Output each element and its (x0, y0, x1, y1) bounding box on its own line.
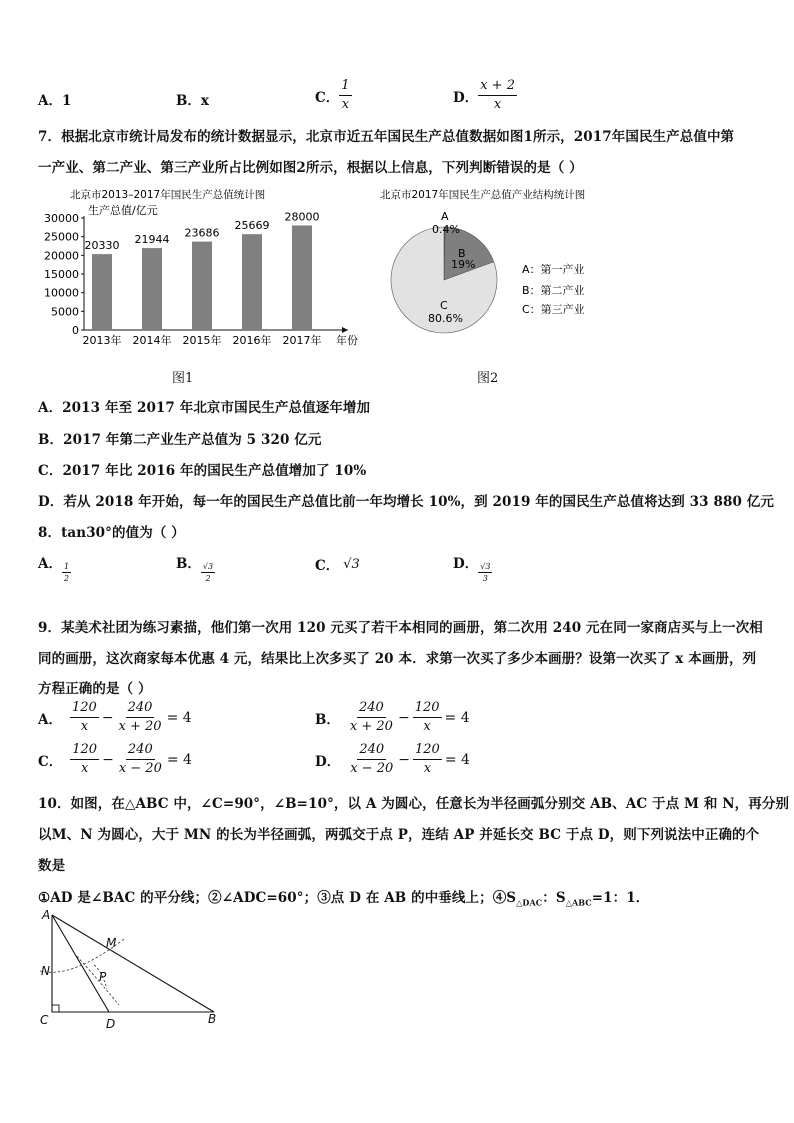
bar-chart-ytick-label: 10000 (44, 286, 79, 300)
q10-statements-part3: =1：1． (591, 890, 650, 906)
q9-c-d2: x − 20 (118, 761, 162, 776)
q9-d-d2: x (423, 761, 432, 776)
q10-stem-line3: 数是 (38, 858, 66, 874)
q8-a-denominator: 2 (63, 574, 70, 583)
bar-chart-value-label: 21944 (134, 233, 170, 247)
bar-chart-xtick-label: 2013年 (82, 334, 122, 347)
label-m: M (106, 936, 117, 950)
q9-d-d1: x − 20 (350, 761, 394, 776)
bar-chart-ytick-label: 15000 (44, 268, 79, 281)
q6-option-c (315, 78, 352, 113)
q8-d-denominator: 3 (482, 574, 488, 583)
q8-option-b (176, 552, 215, 583)
q9-option-c (38, 742, 192, 777)
q10-statements-part2: ：S (542, 890, 566, 906)
q8-option-c-label: C． (315, 558, 340, 574)
bar-chart-xlabel: 年份 (336, 334, 358, 347)
pie-legend-b: B：第二产业 (522, 284, 585, 297)
q9-d-n1: 240 (357, 742, 386, 760)
q8-option-a (38, 552, 71, 583)
q6-option-b: B．x (176, 93, 209, 109)
q8-option-d-label: D． (453, 556, 479, 572)
q9-a-frac1 (70, 700, 99, 735)
q9-stem-line3: 方程正确的是（ ） (38, 681, 152, 697)
label-d: D (106, 1017, 116, 1031)
q8-option-b-label: B． (176, 556, 201, 572)
q9-stem-line2: 同的画册，这次商家每本优惠 4 元，结果比上次多买了 20 本．求第一次买了多少本画册？设第一次买了 x 本画册，列 (38, 651, 757, 667)
pie-label-b-value: 19% (451, 258, 476, 271)
q9-a-n1: 120 (70, 700, 99, 718)
q9-c-n1: 120 (70, 742, 99, 760)
q9-b-n1: 240 (357, 700, 386, 718)
q9-option-a-label: A． (38, 711, 62, 728)
q9-d-frac1 (348, 742, 395, 777)
label-p: P (99, 970, 107, 984)
arc-center-m (74, 953, 119, 1005)
q9-b-frac1 (348, 700, 395, 735)
q9-b-equation (348, 700, 470, 735)
figure-2-caption: 图2 (477, 371, 499, 386)
pie-label-a-value: 0.4% (432, 223, 460, 236)
q8-d-numerator: √3 (480, 562, 491, 571)
bar-chart-value-label: 20330 (84, 239, 120, 253)
q9-a-equation (70, 700, 192, 735)
segment-ab (52, 915, 214, 1012)
q8-a-numerator: 1 (63, 562, 70, 571)
q7-option-d: D．若从 2018 年开始，每一年的国民生产总值比前一年均增长 10%，到 2019 年的国民生产总值将达到 33 880 亿元 (38, 494, 774, 510)
pie-chart-title: 北京市2017年国民生产总值产业结构统计图 (380, 189, 586, 201)
right-angle-mark (52, 1005, 59, 1012)
q9-b-minus: − (397, 709, 410, 726)
bar-chart-xtick-label: 2015年 (182, 334, 222, 347)
triangle-figure (34, 905, 234, 1035)
q6-option-d (453, 78, 517, 113)
q6-option-a: A．1 (38, 93, 72, 109)
bar-chart-value-label: 23686 (184, 226, 220, 240)
q9-a-minus: − (101, 709, 114, 726)
bar-chart-bar (242, 234, 262, 330)
pie-label-b-key: B (458, 247, 466, 260)
q9-c-frac1 (70, 742, 99, 777)
q6-option-d-fraction (478, 78, 517, 113)
q6-d-denominator: x (493, 97, 502, 112)
q6-option-c-label: C． (315, 89, 340, 106)
bar-chart-ytick-label: 30000 (44, 212, 79, 225)
q10-sub-abc: △ABC (565, 897, 592, 908)
q9-a-d2: x + 20 (118, 719, 162, 734)
bar-chart-ytick-label: 0 (72, 324, 79, 337)
segment-ad (52, 915, 109, 1012)
pie-label-c-key: C (440, 299, 448, 312)
q8-option-d-fraction (478, 562, 492, 583)
q9-b-frac2 (413, 700, 442, 735)
bar-chart-xticks (83, 333, 322, 347)
q9-d-equation (348, 742, 470, 777)
q7-stem-line2: 一产业、第二产业、第三产业所占比例如图2所示，根据以上信息，下列判断错误的是（ ） (38, 160, 583, 176)
q8-option-d (453, 552, 492, 583)
q6-d-numerator: x + 2 (478, 78, 517, 96)
q8-b-denominator: 2 (205, 574, 211, 583)
q9-b-n2: 120 (413, 700, 442, 718)
bar-chart-ylabel: 生产总值/亿元 (88, 204, 158, 217)
q9-stem-line1: 9．某美术社团为练习素描，他们第一次用 120 元买了若干本相同的画册，第二次用 240 元在同一家商店买与上一次相 (38, 620, 763, 636)
q7-option-a: A．2013 年至 2017 年北京市国民生产总值逐年增加 (38, 400, 371, 416)
q10-statements-part1: ①AD 是∠BAC 的平分线；②∠ADC=60°；③点 D 在 AB 的中垂线上；④S (38, 890, 517, 906)
pie-chart (372, 184, 632, 354)
pie-legend-c: C：第三产业 (522, 303, 585, 316)
bar-chart-x-arrow (342, 327, 348, 333)
pie-label-a-key: A (441, 210, 449, 223)
pie-legend-a: A：第一产业 (522, 263, 585, 276)
q10-sub-dac: △DAC (516, 897, 543, 908)
q10-stem-line1: 10．如图，在△ABC 中，∠C=90°，∠B=10°，以 A 为圆心，任意长为半径画弧分别交 AB、AC 于点 M 和 N，再分别 (38, 796, 790, 812)
bar-chart-value-label: 28000 (284, 210, 320, 224)
q9-b-rhs: = 4 (444, 709, 470, 726)
q9-c-frac2 (117, 742, 164, 777)
figure-1-caption: 图1 (172, 371, 194, 386)
q8-option-a-label: A． (38, 556, 62, 572)
q6-c-denominator: x (341, 97, 350, 112)
q9-d-rhs: = 4 (444, 751, 470, 768)
bar-chart-bar (192, 242, 212, 330)
q9-b-d2: x (423, 719, 431, 734)
q8-option-b-fraction (201, 562, 215, 583)
q9-option-b-label: B． (315, 711, 340, 728)
q8-stem: 8．tan30°的值为（ ） (38, 525, 185, 541)
q6-option-c-fraction (339, 78, 351, 113)
bar-chart-ytick-label: 25000 (44, 230, 79, 244)
q7-stem-line1: 7．根据北京市统计局发布的统计数据显示，北京市近五年国民生产总值数据如图1所示，2017年国民生产总值中第 (38, 129, 735, 145)
q9-c-n2: 240 (126, 742, 155, 760)
bar-chart-ytick-label: 5000 (51, 305, 79, 319)
bar-chart-bar (92, 254, 112, 330)
q9-a-frac2 (117, 700, 164, 735)
q9-c-equation (70, 742, 192, 777)
q9-d-frac2 (413, 742, 442, 777)
q9-option-d (315, 742, 470, 777)
q8-option-c (315, 554, 360, 574)
q9-b-d1: x + 20 (349, 719, 393, 734)
q9-option-c-label: C． (38, 753, 63, 770)
q9-c-minus: − (102, 751, 114, 768)
q9-d-minus: − (398, 751, 410, 768)
bar-chart-ytick-label: 20000 (44, 249, 79, 263)
bar-chart-bars (92, 225, 312, 330)
bar-chart-title: 北京市2013–2017年国民生产总值统计图 (70, 189, 266, 201)
bar-chart-bar (292, 225, 312, 330)
q9-c-rhs: = 4 (166, 751, 192, 768)
q7-option-b: B．2017 年第二产业生产总值为 5 320 亿元 (38, 432, 322, 448)
q9-d-n2: 120 (413, 742, 442, 760)
q8-b-numerator: √3 (202, 562, 214, 571)
bar-chart-xtick-label: 2016年 (232, 334, 272, 347)
label-b: B (208, 1012, 217, 1026)
q10-stem-line2: 以M、N 为圆心，大于 MN 的长为半径画弧，两弧交于点 P，连结 AP 并延长交 BC 于点 D，则下列说法中正确的个 (38, 827, 760, 843)
q6-option-d-label: D． (453, 89, 479, 106)
q9-option-b (315, 700, 470, 735)
bar-chart-bar (142, 248, 162, 330)
label-a: A (42, 908, 51, 922)
bar-chart-xtick-label: 2014年 (132, 334, 172, 347)
q9-a-d1: x (80, 719, 89, 734)
bar-chart-value-label: 25669 (234, 219, 270, 233)
q8-c-expression: √3 (343, 556, 360, 572)
q8-option-a-fraction (62, 562, 71, 583)
q6-c-numerator: 1 (339, 78, 351, 96)
q9-a-rhs: = 4 (166, 709, 192, 726)
q7-option-c: C．2017 年比 2016 年的国民生产总值增加了 10% (38, 463, 367, 479)
q9-c-d1: x (80, 761, 89, 776)
q9-a-n2: 240 (126, 700, 155, 718)
label-n: N (41, 964, 50, 978)
bar-chart-yticks (44, 212, 84, 337)
label-c: C (40, 1013, 49, 1027)
pie-label-c-value: 80.6% (428, 312, 463, 325)
bar-chart-xtick-label: 2017年 (282, 334, 322, 347)
bar-chart (40, 184, 370, 354)
q9-option-a (38, 700, 192, 735)
q9-option-d-label: D． (315, 753, 341, 770)
